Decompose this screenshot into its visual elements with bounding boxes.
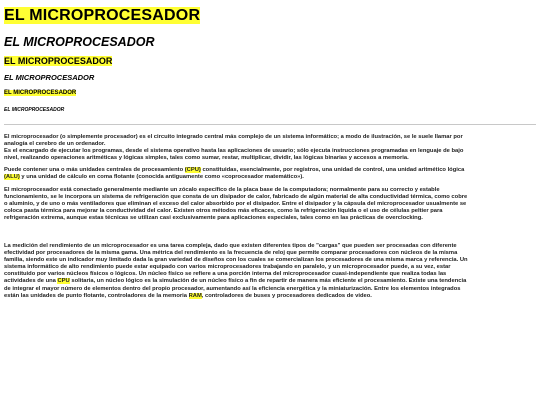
highlight-alu: (ALU) bbox=[4, 174, 20, 181]
paragraph-line: La medición del rendimiento de un microprocesador es una tarea compleja, dado que existen diferentes tipos de "cargas" que pueden ser procesadas con diferente bbox=[4, 243, 457, 249]
paragraph-line bbox=[4, 167, 536, 174]
heading-3 bbox=[4, 56, 112, 66]
heading-5 bbox=[4, 90, 76, 96]
paragraph-line: efectividad por procesadores de la misma gama. Una métrica del rendimiento es la frecuencia de reloj que permite comparar procesadores con núcleos de la misma bbox=[4, 250, 458, 257]
paragraph-line: o aluminio, y de uno o más ventiladores que eliminan el exceso del calor absorbido por el disipador. Entre el disipador y la cápsula del microprocesador usualmente se bbox=[4, 201, 467, 208]
line-text: Puede contener una o más unidades centrales de procesamiento bbox=[4, 167, 185, 173]
heading-5-text: EL MICROPROCESADOR bbox=[4, 90, 77, 96]
paragraph-performance bbox=[4, 243, 536, 300]
highlight-cpu: (CPU) bbox=[184, 167, 201, 173]
paragraph-definition bbox=[4, 134, 536, 162]
line-text: están las unidades de punto flotante, controladores de la memoria bbox=[4, 292, 189, 299]
heading-6: EL MICROPROCESADOR bbox=[4, 107, 65, 113]
paragraph-line bbox=[4, 293, 536, 300]
paragraph-line: refrigeración extrema, aunque estas técnicas se utilizan casi exclusivamente para aplicaciones especiales, tales como en las prácticas de overclocking. bbox=[4, 215, 423, 222]
paragraph-line: El microprocesador está conectado generalmente mediante un zócalo específico de la placa base de la computadora; normalmente para su correcto y estable bbox=[4, 187, 440, 193]
heading-2: EL MICROPROCESADOR bbox=[4, 35, 155, 49]
line-text: solitaria, un núcleo lógico es la simulación de un núcleo físico a fin de repartir de manera más eficiente el procesamiento. Existe una tendencia bbox=[69, 278, 467, 285]
line-text: y una unidad de cálculo en coma flotante (conocida antiguamente como «coprocesador matemático»). bbox=[19, 174, 304, 181]
paragraph-line: de integrar el mayor número de elementos dentro del propio procesador, aumentando así la eficiencia energética y la miniaturización. Entre los elementos integrados bbox=[4, 285, 461, 292]
heading-1-text: EL MICROPROCESADOR bbox=[4, 7, 201, 24]
paragraph-line bbox=[4, 278, 536, 285]
paragraph-line: sistema informático de alto rendimiento puede estar equipado con varios microprocesadores trabajando en paralelo, y un microprocesador puede, a su vez, estar bbox=[4, 264, 451, 271]
paragraph-line: familia, siendo este un indicador muy limitado dada la gran variedad de diseños con los cuales se comercializan los procesadores de una misma marca y referencia. Un bbox=[4, 257, 468, 264]
heading-3-text: EL MICROPROCESADOR bbox=[4, 56, 113, 66]
paragraph-line: Es el encargado de ejecutar los programas, desde el sistema operativo hasta las aplicaciones de usuario; sólo ejecuta instrucciones programadas en lenguaje de bajo bbox=[4, 148, 464, 155]
paragraph-line bbox=[4, 174, 536, 181]
horizontal-divider bbox=[4, 124, 536, 125]
line-text: actividades de una bbox=[4, 278, 58, 285]
paragraph-line: analogía el cerebro de un ordenador. bbox=[4, 141, 106, 148]
paragraph-line: El microprocesador (o simplemente procesador) es el circuito integrado central más complejo de un sistema informático; a modo de ilustración, se le suele llamar por bbox=[4, 134, 463, 140]
paragraph-line: constituido por varios núcleos físicos o lógicos. Un núcleo físico se refiere a una porción interna del microprocesador cuasi-independiente que realiza todas las bbox=[4, 271, 447, 278]
paragraph-line: funcionamiento, se le incorpora un sistema de refrigeración que consta de un disipador de calor, fabricado de algún material de alta conductividad térmica, como cobre bbox=[4, 194, 468, 201]
paragraph-cpu-units bbox=[4, 167, 536, 181]
highlight-ram: RAM bbox=[188, 292, 202, 299]
heading-4: EL MICROPROCESADOR bbox=[4, 73, 95, 82]
paragraph-line: coloca pasta térmica para mejorar la conductividad del calor. Existen otros métodos más eficaces, como la refrigeración líquida o el uso de células peltier para bbox=[4, 208, 443, 215]
highlight-cpu: CPU bbox=[57, 278, 70, 285]
paragraph-cooling bbox=[4, 187, 536, 222]
line-text: constituidas, esencialmente, por registros, una unidad de control, una unidad aritmético lógica bbox=[200, 167, 465, 173]
heading-1 bbox=[4, 7, 200, 25]
line-text: , controladores de buses y procesadores dedicados de video. bbox=[201, 292, 372, 299]
paragraph-line: nivel, realizando operaciones aritméticas y lógicas simples, tales como sumar, restar, multiplicar, dividir, las lógicas binarias y accesos a memoria. bbox=[4, 155, 409, 162]
